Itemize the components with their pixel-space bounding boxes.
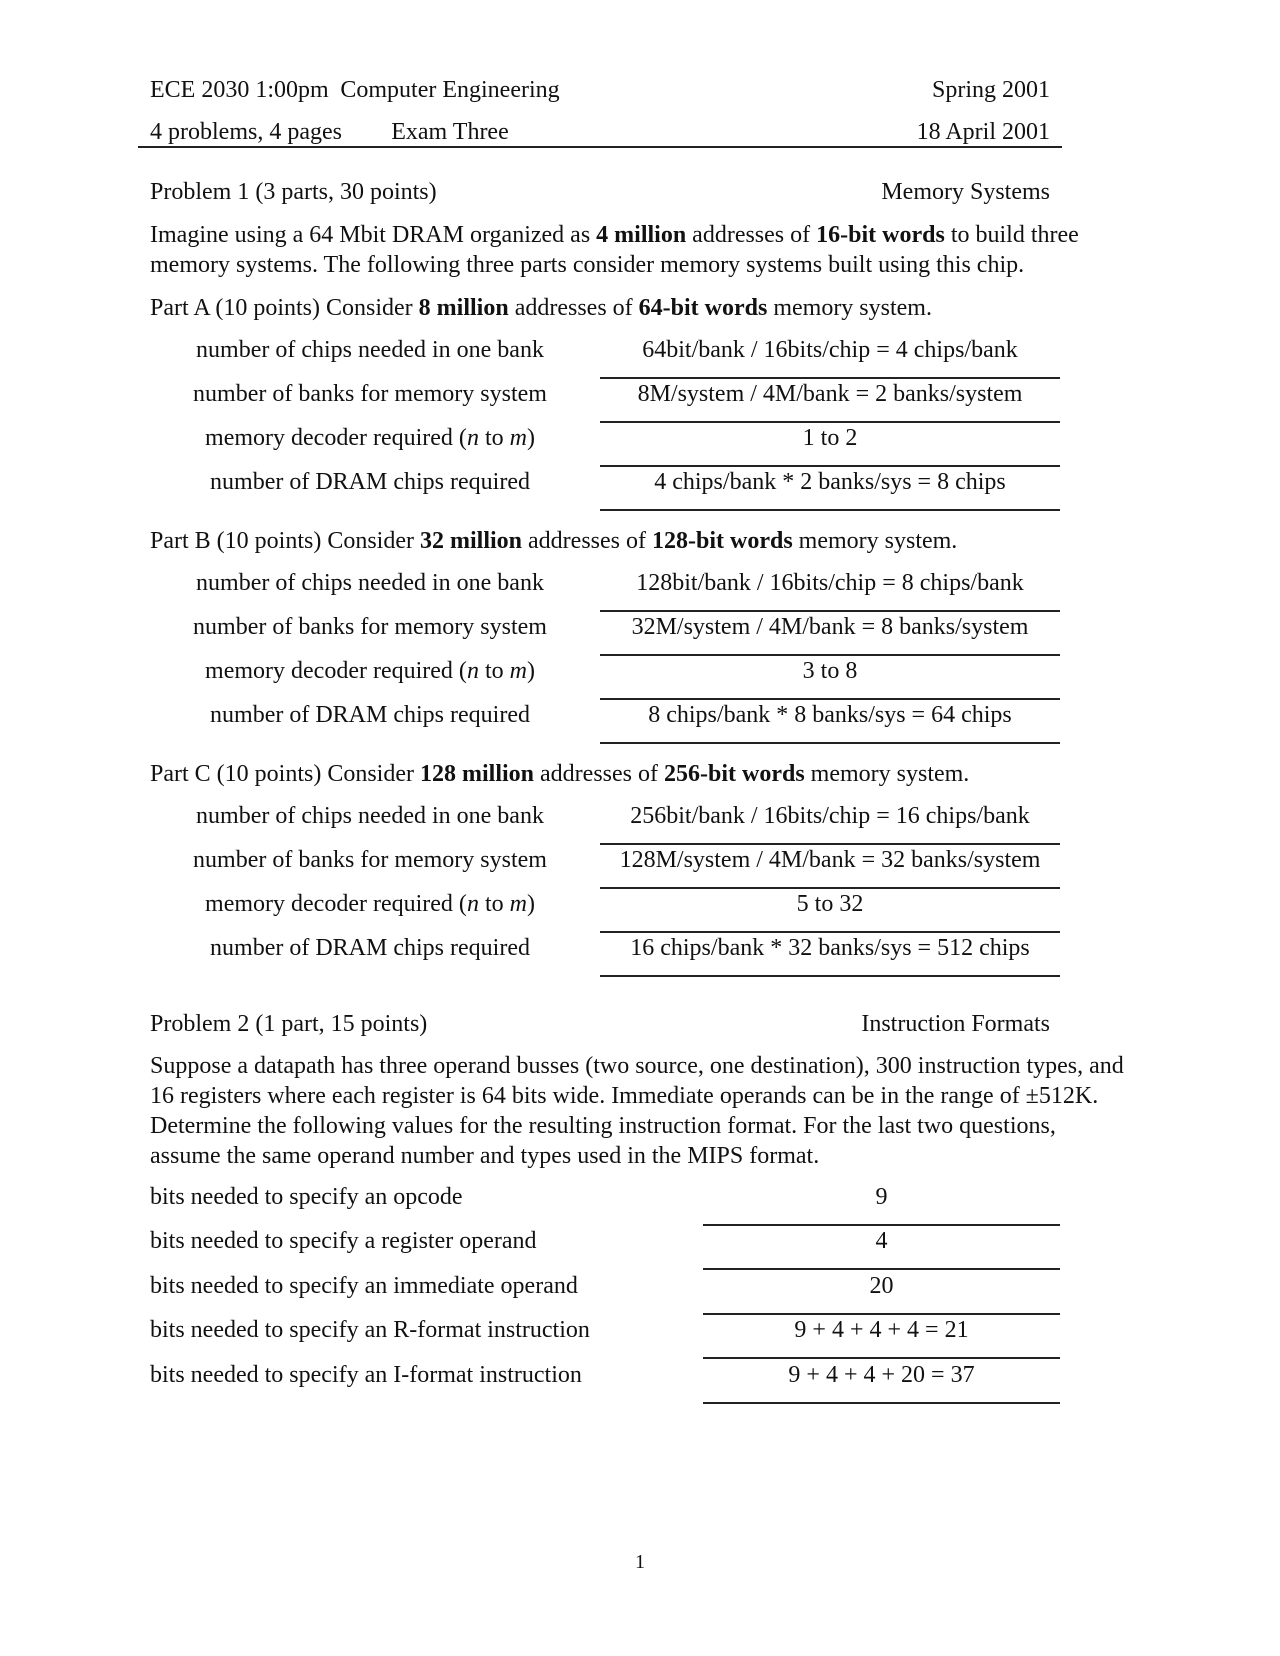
p2-label-register: bits needed to specify a register operand — [150, 1228, 537, 1254]
p2-answer-line-4 — [703, 1357, 1060, 1359]
intro-bold-1: 4 million — [596, 222, 687, 248]
partB-mid: addresses of — [522, 528, 652, 554]
partA-bold-1: 8 million — [418, 295, 509, 321]
p2-label-iformat: bits needed to specify an I-format instruction — [150, 1362, 582, 1388]
partA-q4-label: number of DRAM chips required — [210, 469, 530, 495]
q3-n: n — [466, 425, 479, 451]
q3-m: m — [509, 658, 527, 684]
partC-answer-line-1 — [600, 843, 1060, 845]
partA-answer-2: 8M/system / 4M/bank = 2 banks/system — [637, 381, 1023, 407]
partA-mid: addresses of — [508, 295, 639, 321]
partB-bold-2: 128-bit words — [651, 528, 793, 554]
problem1-title: Problem 1 (3 parts, 30 points) — [150, 179, 437, 205]
intro-bold-2: 16-bit words — [816, 222, 945, 248]
p2-answer-line-1 — [703, 1224, 1060, 1226]
partB-answer-2: 32M/system / 4M/bank = 8 banks/system — [631, 614, 1029, 640]
q3-pre: memory decoder required ( — [205, 658, 467, 684]
problem1-topic: Memory Systems — [881, 179, 1050, 205]
p2-label-immediate: bits needed to specify an immediate operand — [150, 1273, 578, 1299]
p2-answer-iformat: 9 + 4 + 4 + 20 = 37 — [788, 1362, 975, 1388]
page-number: 1 — [635, 1551, 645, 1573]
partB-q4-label: number of DRAM chips required — [210, 702, 530, 728]
partC-answer-line-2 — [600, 887, 1060, 889]
exam-info-label: 4 problems, 4 pages — [150, 119, 342, 145]
partC-q2-label: number of banks for memory system — [193, 847, 547, 873]
partC-mid: addresses of — [534, 761, 664, 787]
partA-bold-2: 64-bit words — [638, 295, 768, 321]
problem2-heading — [150, 1012, 1050, 1040]
partA-answer-line-2 — [600, 421, 1060, 423]
q3-m: m — [509, 891, 527, 917]
partB-q1-label: number of chips needed in one bank — [196, 570, 544, 596]
partB-q3-label — [160, 659, 580, 683]
partB-answer-line-3 — [600, 698, 1060, 700]
exam-title: Exam Three — [391, 119, 509, 145]
partA-heading — [150, 296, 932, 320]
partA-answer-line-4 — [600, 509, 1060, 511]
header-row-1 — [150, 78, 1050, 106]
partC-answer-3: 5 to 32 — [796, 891, 864, 917]
department-label: Computer Engineering — [340, 77, 560, 103]
problem2-topic: Instruction Formats — [861, 1011, 1050, 1037]
q3-post: ) — [526, 658, 535, 684]
header-rule — [138, 146, 1062, 148]
partC-bold-2: 256-bit words — [663, 761, 805, 787]
partB-answer-line-1 — [600, 610, 1060, 612]
partA-answer-1: 64bit/bank / 16bits/chip = 4 chips/bank — [642, 337, 1018, 363]
partC-pre: Part C (10 points) Consider — [150, 761, 420, 787]
partC-answer-4: 16 chips/bank * 32 banks/sys = 512 chips — [630, 935, 1030, 961]
partC-post: memory system. — [804, 761, 970, 787]
partC-answer-1: 256bit/bank / 16bits/chip = 16 chips/bank — [630, 803, 1030, 829]
q3-mid: to — [478, 658, 510, 684]
partC-heading — [150, 762, 969, 786]
course-label: ECE 2030 1:00pm — [150, 77, 329, 103]
problem2-title: Problem 2 (1 part, 15 points) — [150, 1011, 428, 1037]
partB-bold-1: 32 million — [420, 528, 523, 554]
problem1-intro — [150, 220, 1135, 280]
p2-label-opcode: bits needed to specify an opcode — [150, 1184, 463, 1210]
q3-pre: memory decoder required ( — [205, 891, 467, 917]
partB-heading — [150, 529, 957, 553]
q3-n: n — [466, 658, 479, 684]
p2-answer-rformat: 9 + 4 + 4 + 4 = 21 — [794, 1317, 969, 1343]
problem1-heading — [150, 180, 1050, 208]
partB-answer-line-2 — [600, 654, 1060, 656]
partA-answer-line-3 — [600, 465, 1060, 467]
intro-text-2: addresses of — [686, 222, 817, 248]
intro-text-1: Imagine using a 64 Mbit DRAM organized as — [150, 222, 597, 248]
p2-label-rformat: bits needed to specify an R-format instruction — [150, 1317, 590, 1343]
partB-pre: Part B (10 points) Consider — [150, 528, 420, 554]
partC-q3-label — [160, 892, 580, 916]
partA-q1-label: number of chips needed in one bank — [196, 337, 544, 363]
p2-answer-register: 4 — [875, 1228, 888, 1254]
partA-answer-3: 1 to 2 — [802, 425, 858, 451]
p2-answer-immediate: 20 — [869, 1273, 894, 1299]
partC-answer-line-4 — [600, 975, 1060, 977]
q3-mid: to — [478, 891, 510, 917]
partA-pre: Part A (10 points) Consider — [150, 295, 419, 321]
q3-post: ) — [526, 891, 535, 917]
q3-mid: to — [478, 425, 510, 451]
partA-answer-line-1 — [600, 377, 1060, 379]
partB-answer-4: 8 chips/bank * 8 banks/sys = 64 chips — [648, 702, 1012, 728]
header-row-2 — [150, 120, 1050, 148]
p2-answer-opcode: 9 — [875, 1184, 888, 1210]
partA-q2-label: number of banks for memory system — [193, 381, 547, 407]
partB-q2-label: number of banks for memory system — [193, 614, 547, 640]
exam-date: 18 April 2001 — [916, 119, 1050, 145]
partB-post: memory system. — [792, 528, 958, 554]
intro-text-3: to build three memory systems. The following three parts consider memory systems built using this chip. — [150, 222, 1079, 278]
partB-answer-3: 3 to 8 — [802, 658, 858, 684]
p2-answer-line-2 — [703, 1268, 1060, 1270]
q3-post: ) — [526, 425, 535, 451]
partC-answer-line-3 — [600, 931, 1060, 933]
partC-answer-2: 128M/system / 4M/bank = 32 banks/system — [619, 847, 1041, 873]
term-label: Spring 2001 — [931, 77, 1050, 103]
partC-bold-1: 128 million — [420, 761, 535, 787]
partA-answer-4: 4 chips/bank * 2 banks/sys = 8 chips — [654, 469, 1006, 495]
partB-answer-line-4 — [600, 742, 1060, 744]
q3-pre: memory decoder required ( — [205, 425, 467, 451]
q3-n: n — [466, 891, 479, 917]
partB-answer-1: 128bit/bank / 16bits/chip = 8 chips/bank — [636, 570, 1024, 596]
partA-q3-label — [160, 426, 580, 450]
p2-answer-line-5 — [703, 1402, 1060, 1404]
p2-answer-line-3 — [703, 1313, 1060, 1315]
q3-m: m — [509, 425, 527, 451]
partC-q1-label: number of chips needed in one bank — [196, 803, 544, 829]
partA-post: memory system. — [767, 295, 932, 321]
partC-q4-label: number of DRAM chips required — [210, 935, 530, 961]
problem2-intro: Suppose a datapath has three operand busses (two source, one destination), 300 instruction types, and 16 registers where each register is 64 bits wide. Immediate operands can be in the range of ±512K. Determine the following values for the resulting instruction format. For the last two questions, assume the same operand number and types used in the MIPS format. — [150, 1053, 1124, 1169]
